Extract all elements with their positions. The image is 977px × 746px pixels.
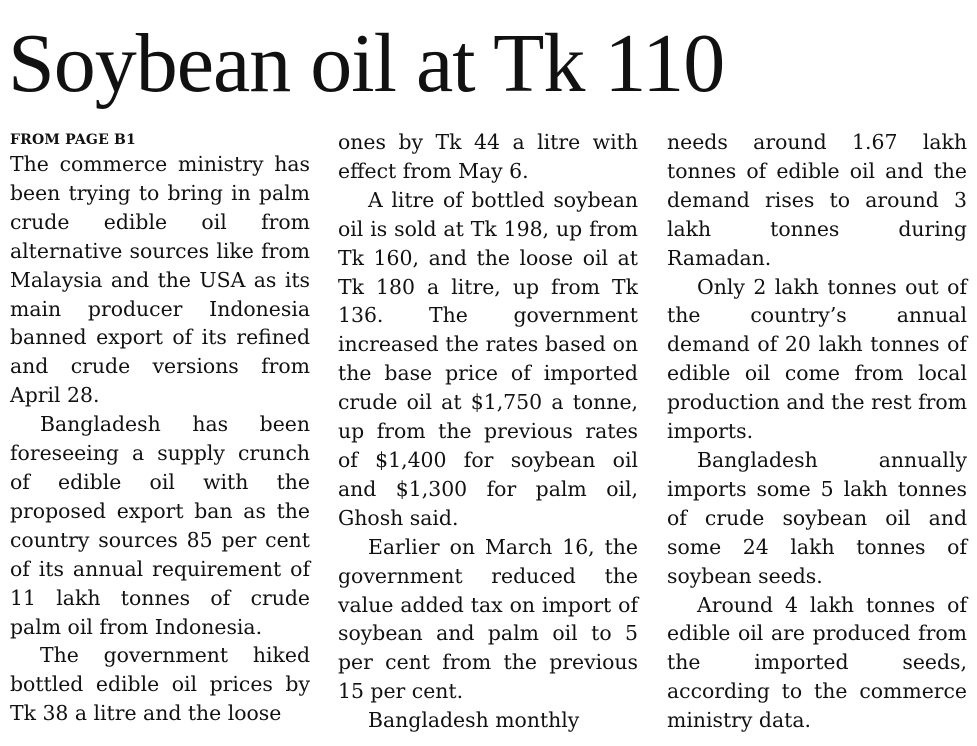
paragraph: Around 4 lakh tonnes of edible oil are produced from the imported seeds, according to the commerce ministry data. (667, 592, 967, 733)
paragraph: needs around 1.67 lakh tonnes of edible oil and the demand rises to around 3 lakh tonnes during Ramadan. (667, 130, 967, 270)
article-column-3 (667, 128, 967, 735)
article-column-1 (10, 130, 310, 728)
continuation-kicker: FROM PAGE B1 (10, 132, 136, 148)
paragraph: Bangladesh monthly (368, 708, 580, 733)
paragraph: The government hiked bottled edible oil prices by Tk 38 a litre and the loose (10, 643, 310, 726)
paragraph: Bangladesh annually imports some 5 lakh tonnes of crude soybean oil and some 24 lakh tonnes of soybean seeds. (667, 447, 967, 588)
paragraph: A litre of bottled soybean oil is sold at Tk 198, up from Tk 160, and the loose oil at Tk 180 a litre, up from Tk 136. The government increased the rates based on the base price of imported crude oil at $1,750 a tonne, up from the previous rates of $1,400 for soybean oil and $1,300 for palm oil, Ghosh said. (338, 187, 638, 530)
paragraph: Bangladesh has been foreseeing a supply crunch of edible oil with the proposed export ban as the country sources 85 per cent of its annual requirement of 11 lakh tonnes of crude palm oil from Indonesia. (10, 412, 310, 639)
headline: Soybean oil at Tk 110 (8, 17, 725, 110)
paragraph: Earlier on March 16, the government reduced the value added tax on import of soybean and palm oil to 5 per cent from the previous 15 per cent. (338, 534, 638, 704)
paragraph: ones by Tk 44 a litre with effect from May 6. (338, 130, 638, 183)
article-column-2 (338, 128, 638, 735)
paragraph: Only 2 lakh tonnes out of the country’s annual demand of 20 lakh tonnes of edible oil come from local production and the rest from imports. (667, 274, 967, 444)
paragraph: The commerce ministry has been trying to bring in palm crude edible oil from alternative sources like from Malaysia and the USA as its main producer Indonesia banned export of its refined and crude versions from April 28. (10, 152, 310, 408)
